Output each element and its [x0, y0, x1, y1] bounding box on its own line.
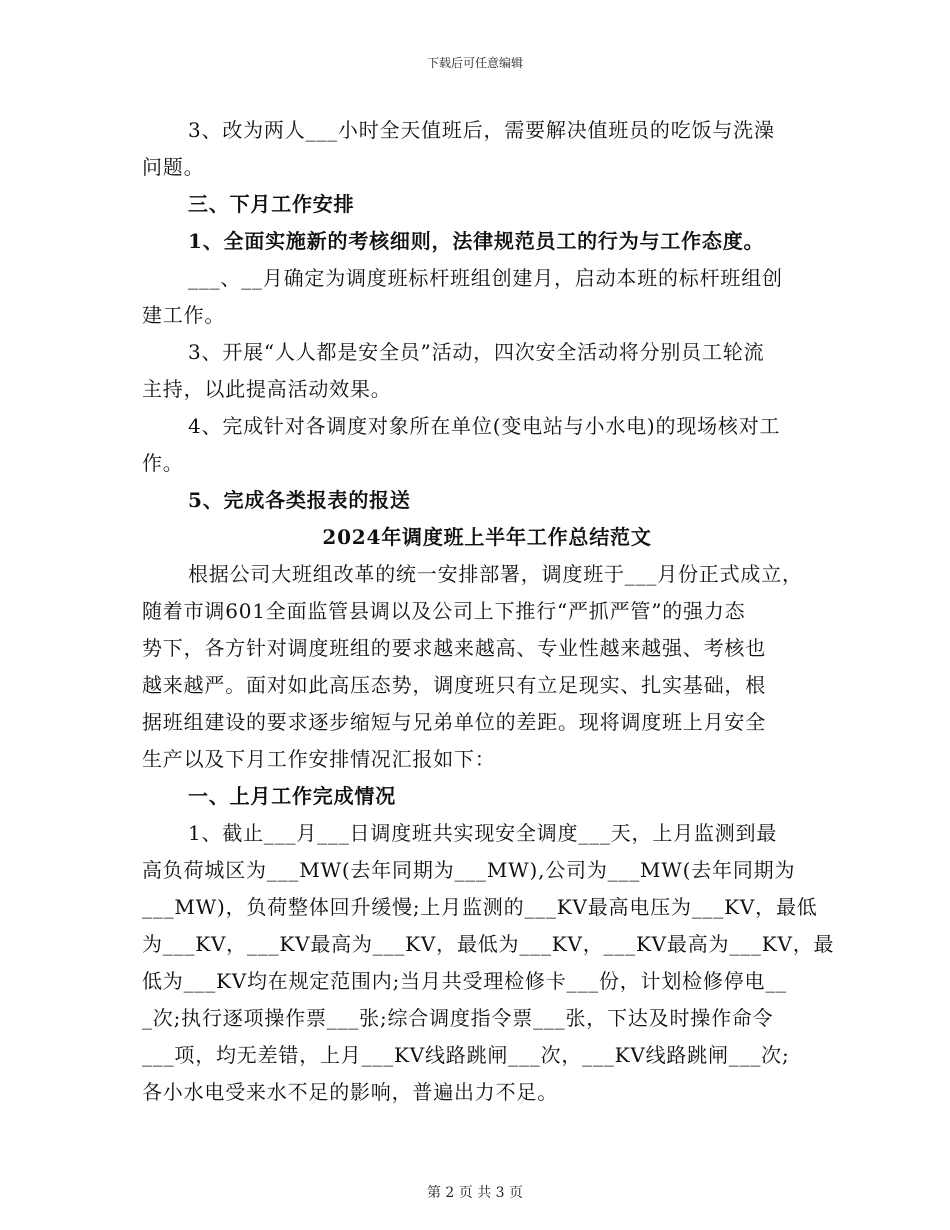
- text-line: 据班组建设的要求逐步缩短与兄弟单位的差距。现将调度班上月安全: [142, 710, 766, 734]
- document-title: 2024年调度班上半年工作总结范文: [322, 525, 652, 549]
- text-line: 建工作。: [142, 303, 226, 327]
- text-line: 低为___KV均在规定范围内;当月共受理检修卡___份，计划检修停电__: [142, 969, 787, 993]
- text-line: 势下，各方针对调度班组的要求越来越高、专业性越来越强、考核也: [142, 636, 766, 660]
- text-line: 1、截止___月___日调度班共实现安全调度___天，上月监测到最: [188, 821, 778, 845]
- text-line: 一、上月工作完成情况: [188, 784, 396, 808]
- text-line: 5、完成各类报表的报送: [188, 488, 411, 512]
- text-line: 1、全面实施新的考核细则，法律规范员工的行为与工作态度。: [188, 229, 765, 253]
- text-line: 根据公司大班组改革的统一安排部署，调度班于___月份正式成立，: [188, 562, 803, 586]
- text-line: 生产以及下月工作安排情况汇报如下：: [142, 747, 496, 771]
- text-line: ___项，均无差错，上月___KV线路跳闸___次，___KV线路跳闸___次;: [142, 1043, 790, 1067]
- text-line: ___、__月确定为调度班标杆班组创建月，启动本班的标杆班组创: [188, 266, 783, 290]
- text-line: 越来越严。面对如此高压态势，调度班只有立足现实、扎实基础，根: [142, 673, 766, 697]
- document-body: [142, 112, 835, 1111]
- text-line: 作。: [142, 451, 184, 475]
- page-footer-number: 第 2 页 共 3 页: [426, 1185, 524, 1201]
- text-line: 各小水电受来水不足的影响，普遍出力不足。: [142, 1080, 558, 1104]
- text-line: 问题。: [142, 155, 205, 179]
- text-line: 为___KV，___KV最高为___KV，最低为___KV，___KV最高为___KV，最: [142, 932, 835, 956]
- text-line: _次;执行逐项操作票___张;综合调度指令票___张，下达及时操作命令: [142, 1006, 774, 1030]
- page-header-note: 下载后可任意编辑: [426, 56, 523, 70]
- text-line: ___MW)，负荷整体回升缓慢;上月监测的___KV最高电压为___KV，最低: [142, 895, 818, 919]
- text-line: 三、下月工作安排: [188, 192, 355, 216]
- text-line: 高负荷城区为___MW(去年同期为___MW),公司为___MW(去年同期为: [142, 858, 796, 882]
- text-line: 随着市调601全面监管县调以及公司上下推行“严抓严管”的强力态: [142, 599, 746, 623]
- text-line: 4、完成针对各调度对象所在单位(变电站与小水电)的现场核对工: [188, 414, 781, 438]
- text-line: 主持，以此提高活动效果。: [142, 377, 392, 401]
- text-line: 3、开展“人人都是安全员”活动，四次安全活动将分别员工轮流: [188, 340, 765, 364]
- text-line: 3、改为两人___小时全天值班后，需要解决值班员的吃饭与洗澡: [188, 118, 775, 142]
